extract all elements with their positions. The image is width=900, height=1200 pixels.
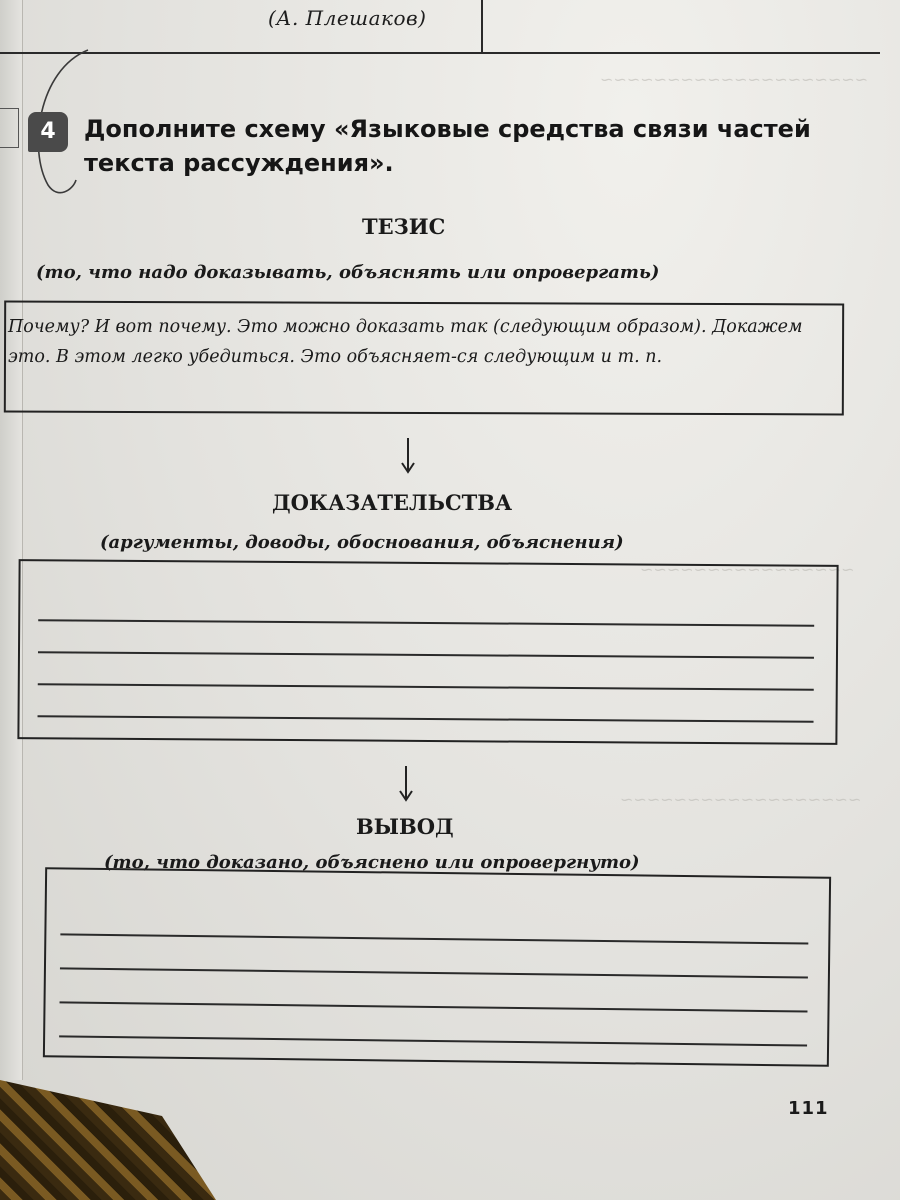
table-divider <box>481 0 483 52</box>
answer-line[interactable] <box>38 651 814 658</box>
show-through-text: ~~~~~~~~~~~~~~~~~~ <box>620 790 862 809</box>
thesis-heading: ТЕЗИС <box>362 214 446 239</box>
answer-line[interactable] <box>59 1035 807 1046</box>
show-through-text: ~~~~~~~~~~~~~~~~ <box>640 560 855 579</box>
task-title: Дополните схему «Языковые средства связи частей текста рассуждения». <box>84 115 811 177</box>
proof-subheading: (аргументы, доводы, обоснования, объяснения) <box>100 532 624 553</box>
thesis-phrases: Почему? И вот почему. Это можно доказать так (следующим образом). Докажем это. В этом легко убедиться. Это объясняет-ся следующим и т. п. <box>8 317 803 367</box>
proof-answer-box[interactable] <box>17 559 838 745</box>
answer-line[interactable] <box>38 683 814 690</box>
conclusion-heading: ВЫВОД <box>356 814 454 839</box>
answer-line[interactable] <box>38 715 814 722</box>
proof-heading: ДОКАЗАТЕЛЬСТВА <box>272 490 513 515</box>
arrow-down-icon <box>398 436 418 476</box>
conclusion-answer-box[interactable] <box>43 867 831 1067</box>
show-through-text: ~~~~~~~~~~~~~~~~~~~~ <box>600 70 869 89</box>
task-number-badge: 4 <box>28 112 68 152</box>
answer-line[interactable] <box>60 933 808 944</box>
arrow-down-icon <box>396 764 416 804</box>
thesis-subheading: (то, что надо доказывать, объяснять или опровергать) <box>36 262 660 283</box>
task-marker-icon <box>0 108 19 148</box>
answer-line[interactable] <box>60 967 808 978</box>
previous-exercise-table <box>0 0 880 54</box>
answer-line[interactable] <box>38 619 814 626</box>
page-number: 111 <box>788 1098 829 1119</box>
answer-line[interactable] <box>60 1001 808 1012</box>
conclusion-subheading: (то, что доказано, объяснено или опровергнуто) <box>104 852 640 873</box>
quote-author: (А. Плешаков) <box>268 6 427 30</box>
